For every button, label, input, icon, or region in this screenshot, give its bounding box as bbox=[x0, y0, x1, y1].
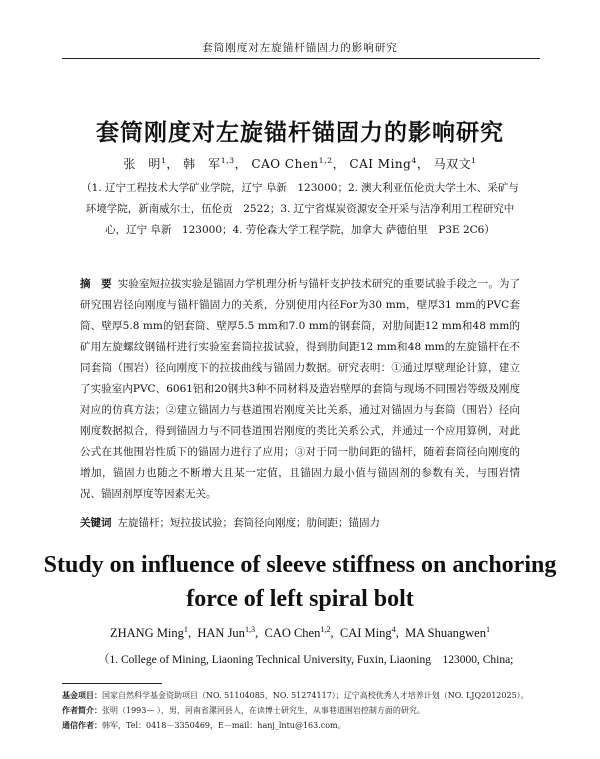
chinese-abstract bbox=[80, 274, 520, 505]
en-author-5: MA Shuangwen$^1$ bbox=[405, 624, 491, 640]
cn-author-2: 韩 军$^{1,3}$ bbox=[183, 156, 235, 171]
chinese-affiliation: （1. 辽宁工程技术大学矿业学院，辽宁 阜新 123000；2. 澳大利亚伍伦贡大学土木、采矿与环境学院，新南威尔士，伍伦贡 2522；3. 辽宁省煤炭资源安全开采与洁净利用工程研究中心，辽宁 阜新 123000；4. 劳伦森大学工程学院，加拿大 萨德伯里 P3E 2C6） bbox=[81, 182, 519, 236]
english-authors: ZHANG Ming$^1$, HAN Jun$^{1,3}$, CAO Chen$^{1,2}$, CAI Ming$^4$, MA Shuangwen$^1$ bbox=[109, 624, 491, 640]
en-author-4: CAI Ming$^4$ bbox=[339, 624, 396, 640]
abstract-label: 摘 要 bbox=[80, 278, 112, 290]
cn-author-4: CAI Ming$^4$ bbox=[349, 156, 417, 171]
english-affiliation: （1. College of Mining, Liaoning Technical University, Fuxin, Liaoning 123000, China; bbox=[98, 654, 514, 666]
header-rule bbox=[62, 58, 540, 59]
en-author-3: CAO Chen$^{1,2}$ bbox=[264, 624, 331, 640]
abstract-text: 实验室短拉拔实验是锚固力学机理分析与锚杆支护技术研究的重要试验手段之一。为了研究围岩径向刚度与锚杆锚固力的关系，分别使用内径For为30 mm，壁厚31 mm的PVC套筒、壁厚5.8 mm的铝套筒、壁厚5.5 mm和7.0 mm的钢套筒，对肋间距12 mm和48 mm的矿用左旋螺纹钢锚杆进行实验室套筒拉拔试验，得到肋间距12 mm和48 mm的左旋锚杆在不同套筒（围岩）径向刚度下的拉拔曲线与锚固力数据。研究表明：①通过厚壁理论计算，建立了实验室内PVC、6061铝和20钢共3种不同材料及造岩壁厚的套筒与现场不同围岩等级及刚度对应的仿真方法；②建立锚固力与巷道围岩刚度关比关系，通过对锚固力与套筒（围岩）径向刚度数据拟合，得到锚固力与不同巷道围岩刚度的类比关系公式，并通过一个应用算例，对此公式在其他围岩性质下的锚固力进行了应用；③对于同一肋间距的锚杆，随着套筒径向刚度的增加，锚固力也随之不断增大且某一定值，且锚固力最小值与锚固剂的参数有关，与围岩情况、锚固剂厚度等因素无关。 bbox=[80, 278, 521, 500]
keywords-label: 关键词 bbox=[80, 517, 112, 529]
cn-author-1: 张 明$^1$ bbox=[123, 156, 167, 171]
english-title-line-1: Study on influence of sleeve stiffness on anchoring bbox=[43, 552, 557, 578]
running-head: 套筒刚度对左旋锚杆锚固力的影响研究 bbox=[202, 42, 398, 54]
en-author-1: ZHANG Ming$^1$ bbox=[109, 624, 188, 640]
chinese-authors: 张 明$^1$， 韩 军$^{1,3}$， CAO Chen$^{1,2}$， CAI Ming$^4$， 马双文$^1$ bbox=[123, 156, 477, 171]
cn-author-3: CAO Chen$^{1,2}$ bbox=[251, 156, 333, 171]
en-author-2: HAN Jun$^{1,3}$ bbox=[197, 624, 256, 640]
english-title-line-2: force of left spiral bolt bbox=[186, 586, 414, 612]
footnotes bbox=[62, 688, 540, 733]
footnote-corresponding: 通信作者：韩军，Tel：0418－3350469，E－mail：hanj_lntu@163.com。 bbox=[62, 720, 346, 730]
keywords-text: 左旋锚杆；短拉拔试验；套筒径向刚度；肋间距；锚固力 bbox=[117, 517, 380, 529]
footnote-funding: 基金项目：国家自然科学基金资助项目（NO. 51104085，NO. 51274117）；辽宁高校优秀人才培养计划（NO. LJQ2012025）。 bbox=[62, 690, 529, 700]
footnote-author-bio: 作者简介：张明（1993— ），男，河南省漯河县人，在读博士研究生，从事巷道围岩控制方面的研究。 bbox=[62, 705, 425, 715]
footnote-rule bbox=[62, 683, 162, 684]
chinese-title: 套筒刚度对左旋锚杆锚固力的影响研究 bbox=[96, 119, 504, 146]
chinese-keywords bbox=[80, 513, 520, 534]
english-title bbox=[0, 548, 600, 616]
cn-author-5: 马双文$^1$ bbox=[433, 156, 477, 171]
